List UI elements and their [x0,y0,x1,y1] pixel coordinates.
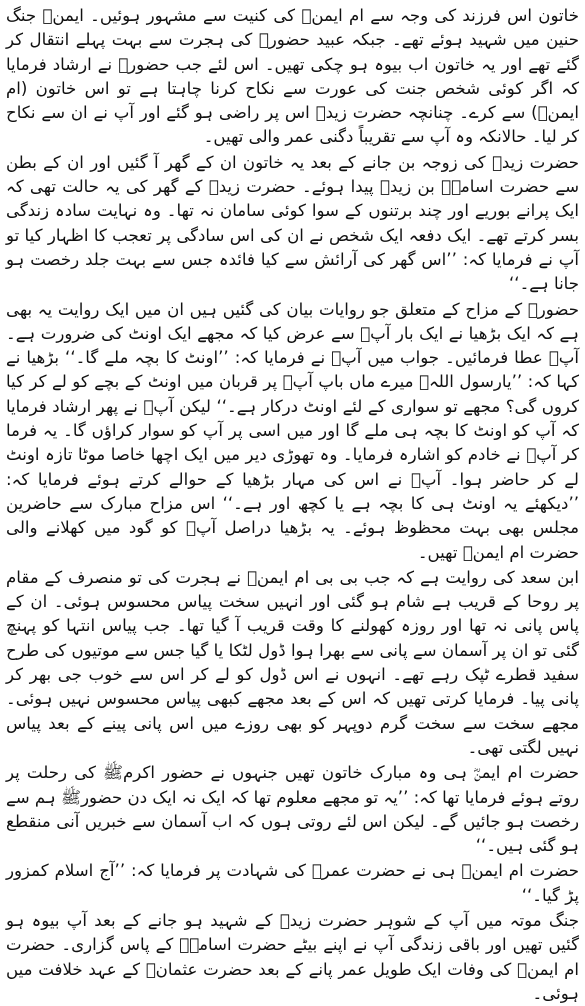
paragraph-5: حضرت ام ایمنؓ ہی وہ مبارک خاتون تھیں جنہوں نے حضور اکرمﷺ کی رحلت پر روتے ہوئے فرمایا تھا کہ: ’’یہ تو مجھے معلوم تھا کہ ایک نہ ایک دن حضورﷺ ہم سے رخصت ہو جائیں گے۔ لیکن اس لئے روتی ہوں کہ اب آسمان سے خبریں آنی منقطع ہو گئی ہیں۔‘‘ [6,763,579,856]
paragraph-7: جنگ موتہ میں آپ کے شوہر حضرت زیدؓ کے شہید ہو جانے کے بعد آپ بیوہ ہو گئیں تھیں اور باقی زندگی آپ نے اپنے بیٹے حضرت اسامہؓ کے پاس گزاری۔ حضرت ام ایمنؓ کی وفات ایک طویل عمر پانے کے بعد حضرت عثمانؓ کے عہد خلافت میں ہوئی۔ [6,910,579,1003]
paragraph-1: خاتون اس فرزند کی وجہ سے ام ایمنؓ کی کنیت سے مشہور ہوئیں۔ ایمنؓ جنگ حنین میں شہید ہوئے تھے۔ جبکہ عبید حضورﷺ کی ہجرت سے بہت پہلے انتقال کر گئے تھے اور یہ خاتون اب بیوہ ہو چکی تھیں۔ اس لئے جب حضورﷺ نے ارشاد فرمایا کہ اگر کوئی شخص جنت کی عورت سے نکاح کرنا چاہتا ہے تو اس خاتون (ام ایمنؓ) سے کرے۔ چنانچہ حضرت زیدؓ اس پر راضی ہو گئے اور آپ نے ان سے نکاح کر لیا۔ حالانکہ وہ آپ سے تقریباً دگنی عمر والی تھیں۔ [6,6,579,147]
paragraph-2: حضرت زیدؓ کی زوجہ بن جانے کے بعد یہ خاتون ان کے گھر آ گئیں اور ان کے بطن سے حضرت اسامہؓ بن زیدؓ پیدا ہوئے۔ حضرت زیدؓ کے گھر کی یہ حالت تھی کہ ایک پرانے بوریے اور چند برتنوں کے سوا کوئی سامان نہ تھا۔ وہ نہایت سادہ زندگی بسر کرتے تھے۔ ایک دفعہ ایک شخص نے ان کی اس سادگی پر تعجب کا اظہار کیا تو آپ نے فرمایا کہ: ’’اس گھر کی آرائش سے کیا فائدہ جس سے بہت جلد رخصت ہو جانا ہے۔‘‘ [6,152,579,294]
paragraph-3: حضورﷺ کے مزاح کے متعلق جو روایات بیان کی گئیں ہیں ان میں ایک روایت یہ بھی ہے کہ ایک بڑھیا نے ایک بار آپﷺ سے عرض کیا کہ مجھے ایک اونٹ کی ضرورت ہے۔ آپﷺ عطا فرمائیں۔ جواب میں آپﷺ نے فرمایا کہ: ’’اونٹ کا بچہ ملے گا۔‘‘ بڑھیا نے کہا کہ: ’’یارسول اللہﷺ میرے ماں باپ آپﷺ پر قربان میں اونٹ کے بچے کو لے کر کیا کروں گی؟ مجھے تو سواری کے لئے اونٹ درکار ہے۔‘‘ لیکن آپﷺ نے پھر ارشاد فرمایا کہ آپ کو اونٹ کا بچہ ہی ملے گا اور میں اسی پر آپ کو سوار کراؤں گا۔ یہ فرما کر آپﷺ نے خادم کو اشارہ فرمایا۔ وہ تھوڑی دیر میں ایک اچھا خاصا موٹا تازہ اونٹ لے کر حاضر ہوا۔ آپﷺ نے اس کی مہار بڑھیا کے حوالے کرتے ہوئے فرمایا کہ: ’’دیکھئے یہ اونٹ ہی کا بچہ ہے یا کچھ اور ہے۔‘‘ اس مزاح مبارک سے حاضرین مجلس بھی بہت محظوظ ہوئے۔ یہ بڑھیا دراصل آپﷺ کو گود میں کھلانے والی حضرت ام ایمنؓ تھیں۔ [6,299,579,562]
article-body [6,4,579,1006]
paragraph-6: حضرت ام ایمنؓ ہی نے حضرت عمرؓ کی شہادت پر فرمایا کہ: ’’آج اسلام کمزور پڑ گیا۔‘‘ [6,861,579,905]
paragraph-4: ابن سعد کی روایت ہے کہ جب بی بی ام ایمنؓ نے ہجرت کی تو منصرف کے مقام پر روحا کے قریب ہے شام ہو گئی اور انہیں سخت پیاس محسوس ہوئی۔ ان کے پاس پانی نہ تھا اور روزہ کھولنے کا وقت قریب آ گیا تھا۔ جب پیاس انتہا کو پہنچ گئی تو ان پر آسمان سے پانی سے بھرا ہوا ڈول لٹکا یا گیا جس سے موتیوں کی طرح سفید قطرے ٹپک رہے تھے۔ انہوں نے اس ڈول کو لے کر اس سے خوب جی بھر کر پانی پیا۔ فرمایا کرتی تھیں کہ اس کے بعد مجھے کبھی پیاس محسوس نہیں ہوئی۔ مجھے سخت سے سخت گرم دوپہر کو بھی روزے میں اس پانی پینے کے بعد پیاس نہیں لگتی تھی۔ [6,567,579,757]
